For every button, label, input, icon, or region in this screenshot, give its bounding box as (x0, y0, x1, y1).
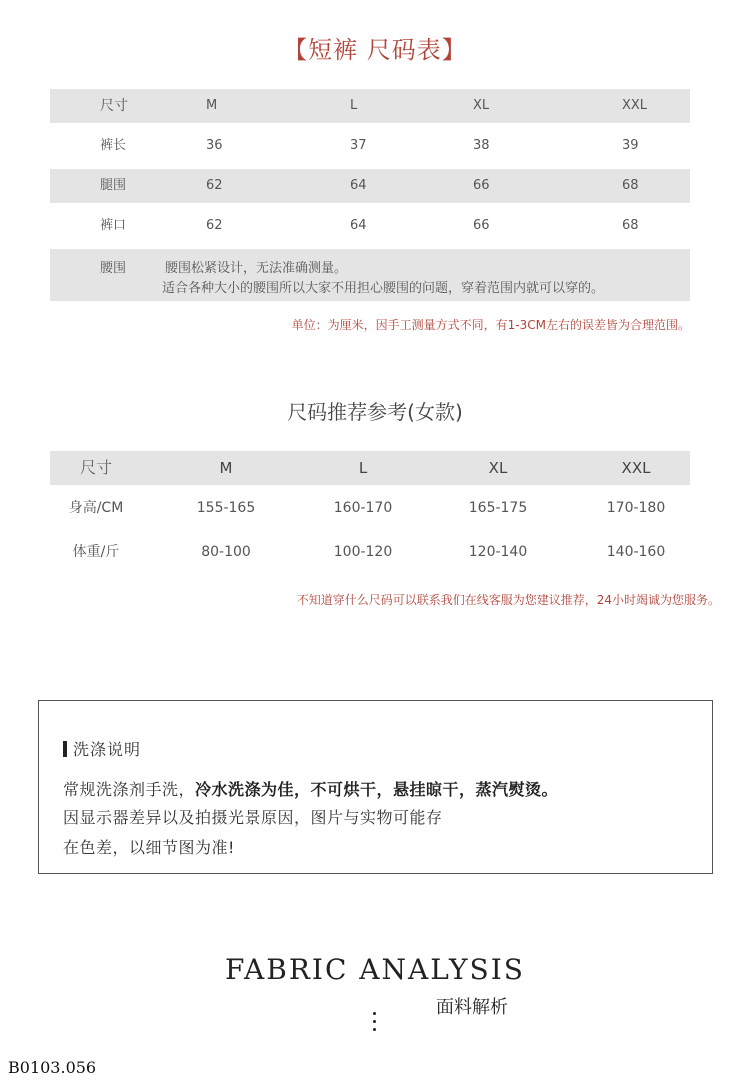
unit-note: 单位：为厘米，因手工测量方式不同，有1-3CM左右的误差皆为合理范围。 (291, 318, 690, 332)
table-cell: 62 (206, 218, 223, 233)
table-cell: 170-180 (606, 500, 666, 516)
row-label: 裤口 (100, 218, 127, 233)
header-cell: XXL (622, 98, 648, 113)
table-cell: 66 (473, 178, 490, 193)
recommend-chart-title: 尺码推荐参考(女款) (287, 400, 463, 424)
table-cell: 62 (206, 178, 223, 193)
header-cell: XL (488, 459, 508, 477)
table-cell: 140-160 (606, 544, 666, 560)
table-cell: 100-120 (333, 544, 393, 560)
heading-bar-icon (63, 741, 67, 757)
row-label: 体重/斤 (72, 544, 120, 560)
header-cell: L (350, 98, 358, 113)
table-header-row (50, 451, 690, 485)
table-cell: 80-100 (201, 544, 251, 560)
row-label: 身高/CM (68, 500, 124, 516)
table-cell: 39 (622, 138, 639, 153)
washing-line (63, 777, 558, 800)
table-header-row (50, 89, 690, 123)
waist-note-line: 腰围松紧设计，无法准确测量。 (165, 261, 348, 276)
header-cell: XXL (621, 459, 651, 477)
header-cell: M (219, 459, 233, 477)
table-cell: 165-175 (468, 500, 528, 516)
customer-service-note: 不知道穿什么尺码可以联系我们在线客服为您建议推荐，24小时竭诚为您服务。 (296, 593, 720, 607)
row-label: 腰围 (100, 261, 127, 276)
size-chart-title: 【短裤 尺码表】 (283, 36, 467, 64)
table-cell: 64 (350, 178, 367, 193)
header-cell: XL (473, 98, 490, 113)
table-cell: 64 (350, 218, 367, 233)
table-cell: 68 (622, 218, 639, 233)
header-cell: M (206, 98, 218, 113)
fabric-analysis-title: FABRIC ANALYSIS (225, 953, 525, 986)
washing-line: 因显示器差异以及拍摄光景原因，图片与实物可能存 (63, 808, 443, 827)
header-cell: L (358, 459, 368, 477)
table-cell: 160-170 (333, 500, 393, 516)
row-label: 裤长 (100, 138, 127, 153)
table-cell: 38 (473, 138, 490, 153)
table-cell: 68 (622, 178, 639, 193)
table-cell: 120-140 (468, 544, 528, 560)
fabric-analysis-subtitle: 面料解析 (436, 997, 508, 1018)
vertical-dots-icon (372, 1012, 378, 1036)
table-cell: 66 (473, 218, 490, 233)
washing-text-bold: 冷水洗涤为佳，不可烘干，悬挂晾干，蒸汽熨烫。 (195, 780, 559, 799)
table-cell: 37 (350, 138, 367, 153)
waist-note-line: 适合各种大小的腰围所以大家不用担心腰围的问题，穿着范围内就可以穿的。 (162, 281, 605, 296)
washing-instructions-box (38, 700, 713, 874)
header-cell: 尺寸 (100, 98, 128, 114)
table-cell: 36 (206, 138, 223, 153)
table-cell: 155-165 (196, 500, 256, 516)
row-label: 腿围 (100, 178, 127, 193)
washing-line: 在色差，以细节图为准! (63, 838, 235, 857)
washing-heading: 洗涤说明 (73, 740, 142, 759)
product-code: B0103.056 (8, 1058, 97, 1077)
header-cell: 尺寸 (79, 458, 113, 477)
waist-note-row (50, 249, 690, 301)
table-row (50, 209, 690, 243)
table-row (50, 535, 690, 569)
table-row (50, 491, 690, 525)
table-row (50, 169, 690, 203)
washing-text: 常规洗涤剂手洗， (63, 780, 196, 799)
table-row (50, 129, 690, 163)
